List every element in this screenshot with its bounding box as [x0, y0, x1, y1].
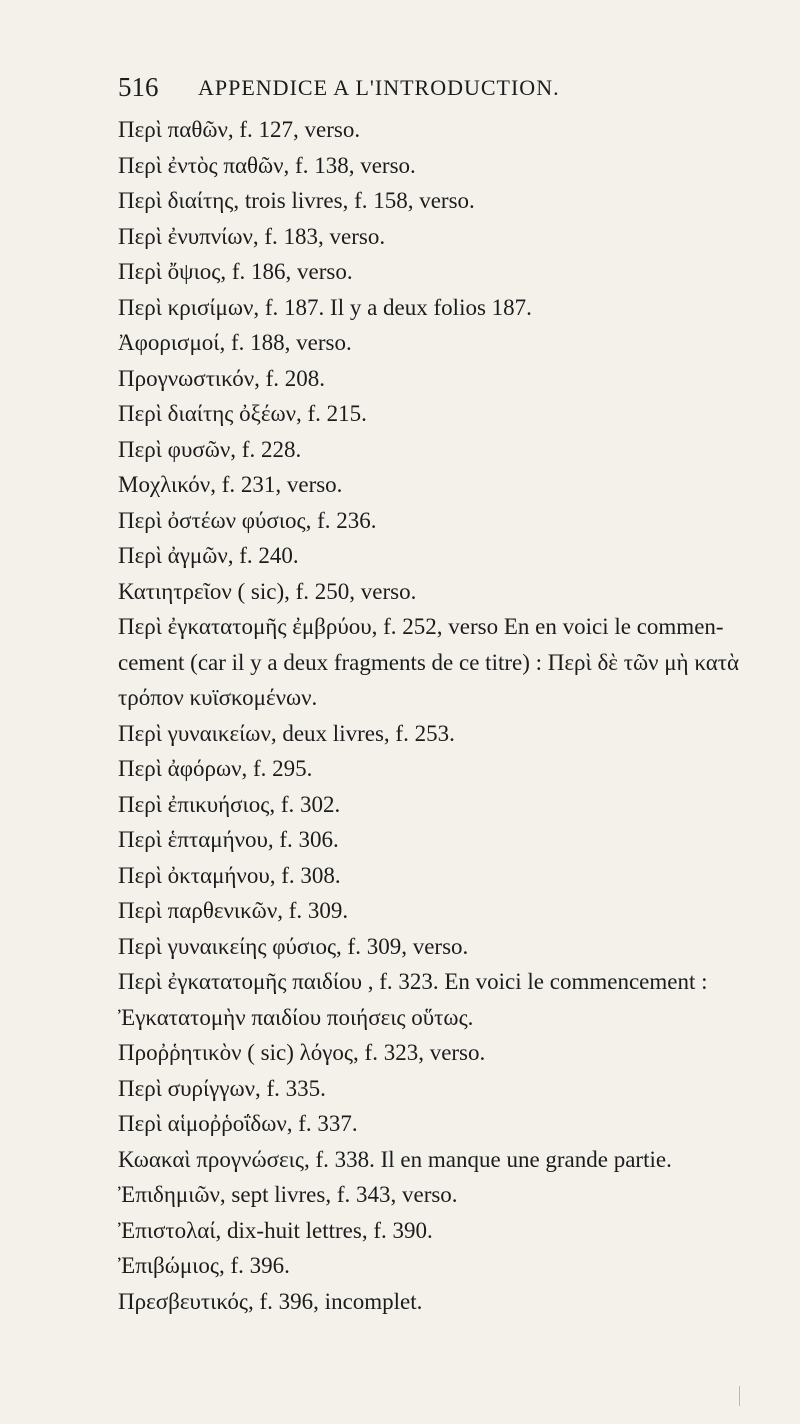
list-entry: Περὶ κρισίμων, f. 187. Il y a deux folios 187.	[118, 294, 532, 320]
list-entry: Περὶ παθῶν, f. 127, verso.	[118, 117, 361, 142]
list-entry: Ἐπιστολαί, dix-huit lettres, f. 390.	[118, 1217, 433, 1243]
list-entry: Περὶ ἐπικυήσιος, f. 302.	[118, 791, 341, 817]
list-entry: Περὶ αἱμοῤῥοΐδων, f. 337.	[118, 1111, 358, 1136]
manuscript-contents-list	[118, 112, 778, 1319]
list-entry: Ἐπιβώμιος, f. 396.	[118, 1253, 290, 1278]
list-entry: Περὶ ὀστέων φύσιος, f. 236.	[118, 507, 377, 533]
list-entry: Περὶ ἀγμῶν, f. 240.	[118, 543, 299, 568]
page-number: 516	[118, 72, 159, 102]
list-entry: Περὶ ἐγκατατομῆς παιδίου , f. 323. En voici le commencement :	[118, 969, 708, 994]
list-entry: Περὶ ἐγκατατομῆς ἐμβρύου, f. 252, verso En en voici le commen-	[118, 614, 724, 639]
list-entry: Περὶ ὄψιος, f. 186, verso.	[118, 259, 353, 284]
page-header	[118, 72, 740, 112]
list-entry: Περὶ παρθενικῶν, f. 309.	[118, 898, 349, 923]
list-entry: Περὶ γυναικείης φύσιος, f. 309, verso.	[118, 933, 469, 959]
list-entry-continuation: τρόπον κυϊσκομένων.	[118, 685, 318, 710]
list-entry: Ἐγκατατομὴν παιδίου ποιήσεις οὕτως.	[118, 1004, 474, 1030]
list-entry: Προῤῥητικὸν ( sic) λόγος, f. 323, verso.	[118, 1040, 486, 1065]
list-entry: Πρεσβευτικός, f. 396, incomplet.	[118, 1288, 423, 1314]
running-title: APPENDICE A L'INTRODUCTION.	[198, 75, 560, 100]
list-entry: Περὶ ἑπταμήνου, f. 306.	[118, 827, 339, 852]
list-entry: Περὶ ἐντὸς παθῶν, f. 138, verso.	[118, 152, 416, 178]
list-entry: Περὶ διαίτης, trois livres, f. 158, verso.	[118, 188, 475, 213]
list-entry: Περὶ συρίγγων, f. 335.	[118, 1075, 326, 1101]
list-entry: Περὶ ὀκταμήνου, f. 308.	[118, 862, 341, 888]
list-entry: Κωακαὶ προγνώσεις, f. 338. Il en manque une grande partie.	[118, 1146, 672, 1172]
list-entry-continuation: cement (car il y a deux fragments de ce titre) : Περὶ δὲ τῶν μὴ κατὰ	[118, 649, 740, 675]
list-entry: Μοχλικόν, f. 231, verso.	[118, 472, 343, 497]
list-entry: Περὶ ἀφόρων, f. 295.	[118, 756, 313, 781]
list-entry: Ἀφορισμοί, f. 188, verso.	[118, 330, 352, 355]
list-entry: Κατιητρεῖον ( sic), f. 250, verso.	[118, 578, 417, 604]
list-entry: Περὶ γυναικείων, deux livres, f. 253.	[118, 720, 455, 746]
list-entry: Περὶ ἐνυπνίων, f. 183, verso.	[118, 223, 386, 249]
page-edge-mark	[725, 1386, 740, 1406]
list-entry: Προγνωστικόν, f. 208.	[118, 365, 326, 391]
list-entry: Περὶ διαίτης ὀξέων, f. 215.	[118, 401, 367, 426]
list-entry: Ἐπιδημιῶν, sept livres, f. 343, verso.	[118, 1182, 458, 1207]
list-entry: Περὶ φυσῶν, f. 228.	[118, 436, 302, 462]
